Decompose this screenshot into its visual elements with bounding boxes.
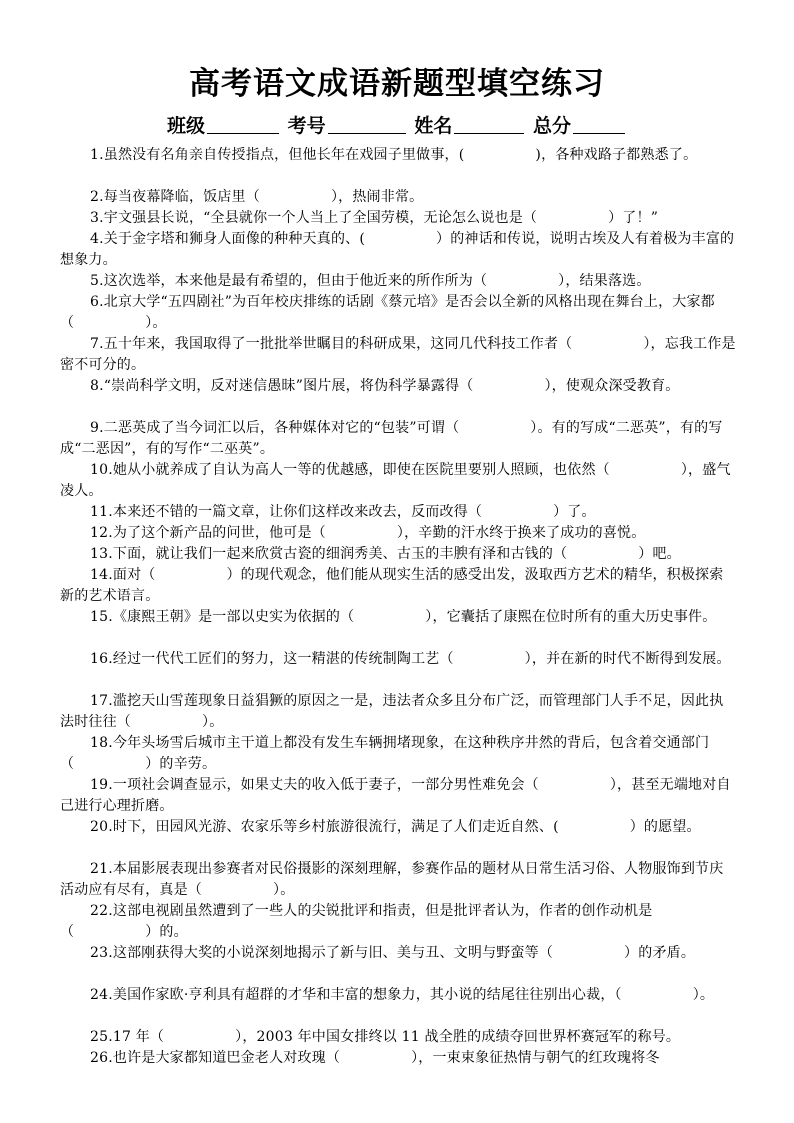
question-item: 22.这部电视剧虽然遭到了一些人的尖锐批评和指责，但是批评者认为，作者的创作动机是（ ）的。 [60,903,653,940]
question-item: 5.这次选举，本来他是最有希望的，但由于他近来的所作所为（ ），结果落选。 [90,273,651,289]
question-item: 6.北京大学“五四剧社”为百年校庆排练的话剧《蔡元培》是否会以全新的风格出现在舞台上，大家都（ ）。 [60,294,715,331]
question-item: 2.每当夜幕降临，饭店里（ ），热闹非常。 [90,189,424,205]
class-blank [207,115,279,134]
question-item: 16.经过一代代工匠们的努力，这一精湛的传统制陶工艺（ ），并在新的时代不断得到发展。 [90,651,731,667]
number-blank [328,115,406,134]
question-item: 1.虽然没有名角亲自传授指点，但他长年在戏园子里做事，( )，各种戏路子都熟悉了。 [90,147,698,163]
question-item: 13.下面，就让我们一起来欣赏古瓷的细润秀美、古玉的丰腴有泽和古钱的（ ）吧。 [90,546,681,562]
class-label: 班级 [167,115,206,137]
name-blank [454,115,524,134]
question-item: 14.面对（ ）的现代观念，他们能从现实生活的感受出发，汲取西方艺术的精华，积极探索新的艺术语言。 [60,567,724,604]
question-item: 9.二恶英成了当今词汇以后，各种媒体对它的“包装”可谓（ ）。有的写成“二恶英”，有的写成“二恶因”，有的写作“二巫英”。 [60,420,723,457]
number-label: 考号 [287,115,326,137]
header-fields [0,111,794,138]
question-item: 24.美国作家欧·亨利具有超群的才华和丰富的想象力，其小说的结尾往往别出心裁，（ ）。 [90,987,715,1003]
question-item: 17.滥挖天山雪莲现象日益猖獗的原因之一是，违法者众多且分布广泛，而管理部门人手不足，因此执法时往往（ ）。 [60,693,724,730]
page-title: 高考语文成语新题型填空练习 [189,66,605,102]
question-item: 3.宇文强县长说，“全县就你一个人当上了全国劳模，无论怎么说也是（ ）了！” [90,210,659,226]
question-item: 15.《康熙王朝》是一部以史实为依据的（ ），它囊括了康熙在位时所有的重大历史事件。 [90,609,717,625]
question-item: 19.一项社会调查显示，如果丈夫的收入低于妻子，一部分男性难免会（ ），甚至无端地对自己进行心理折磨。 [60,777,731,814]
question-item: 23.这部刚获得大奖的小说深刻地揭示了新与旧、美与丑、文明与野蛮等（ ）的矛盾。 [90,945,696,961]
score-blank [573,115,625,134]
question-item: 26.也许是大家都知道巴金老人对玫瑰（ ），一束束象征热情与朝气的红玫瑰将冬 [90,1050,660,1066]
score-label: 总分 [532,115,571,137]
question-item: 18.今年头场雪后城市主干道上都没有发生车辆拥堵现象，在这种秩序井然的背后，包含着交通部门（ ）的辛劳。 [60,735,710,772]
question-item: 12.为了这个新产品的问世，他可是（ ），辛勤的汗水终于换来了成功的喜悦。 [90,525,646,541]
question-item: 4.关于金字塔和狮身人面像的种种天真的、( ）的神话和传说，说明古埃及人有着极为丰富的想象力。 [60,231,735,268]
question-item: 8.“崇尚科学文明，反对迷信愚昧”图片展，将伪科学暴露得（ ），使观众深受教育。 [90,378,680,394]
question-item: 20.时下，田园风光游、农家乐等乡村旅游很流行，满足了人们走近自然、( ）的愿望。 [90,819,701,835]
question-item: 10.她从小就养成了自认为高人一等的优越感，即使在医院里要别人照顾，也依然（ ），盛气凌人。 [60,462,731,499]
question-item: 21.本届影展表现出参赛者对民俗摄影的深刻理解，参赛作品的题材从日常生活习俗、人物服饰到节庆活动应有尽有，真是（ ）。 [60,861,724,898]
name-label: 姓名 [414,115,453,137]
question-item: 11.本来还不错的一篇文章，让你们这样改来改去，反而改得（ ）了。 [90,504,596,520]
question-item: 25.17 年（ ），2003 年中国女排终以 11 战全胜的成绩夺回世界杯赛冠军的称号。 [90,1029,681,1045]
question-item: 7.五十年来，我国取得了一批批举世瞩目的科研成果，这同几代科技工作者（ ），忘我工作是密不可分的。 [60,336,736,373]
